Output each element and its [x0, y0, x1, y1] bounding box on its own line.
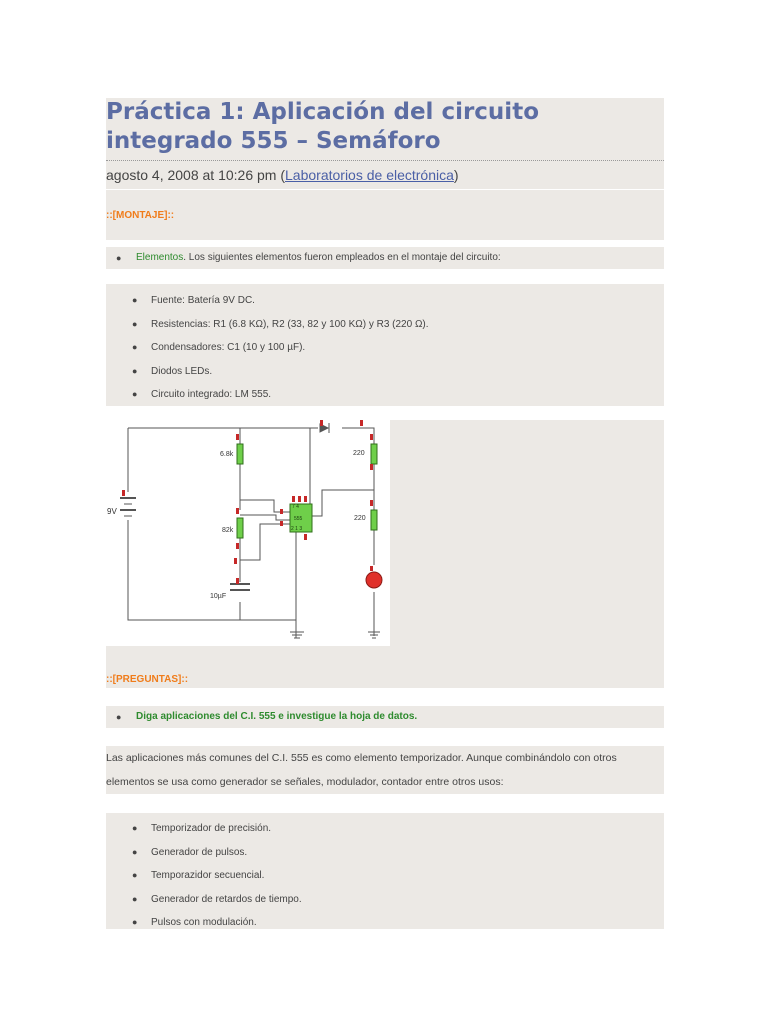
- list-item: ● Temporazidor secuencial.: [106, 864, 302, 888]
- question-item: [106, 706, 664, 728]
- bullet-icon: ●: [132, 342, 138, 352]
- bullet-icon: ●: [116, 712, 122, 722]
- bullet-icon: ●: [132, 365, 138, 376]
- list-item: ● Circuito integrado: LM 555.: [106, 383, 429, 407]
- components-list: [106, 289, 429, 407]
- uses-list: [106, 817, 302, 935]
- montaje-section-bg: [106, 190, 664, 240]
- list-item: ● Condensadores: C1 (10 y 100 µF).: [106, 336, 429, 360]
- circuit-diagram: [106, 420, 390, 646]
- resistor-r1: [237, 444, 243, 464]
- bullet-icon: ●: [116, 253, 122, 263]
- bullet-icon: ●: [132, 823, 138, 833]
- list-item: ● Temporizador de precisión.: [106, 817, 302, 841]
- c1-label: 10µF: [210, 593, 227, 600]
- led-icon: [366, 572, 382, 588]
- bullet-icon: ●: [132, 846, 138, 857]
- question-text: Diga aplicaciones del C.I. 555 e investigue la hoja de datos.: [136, 711, 418, 722]
- list-item: ● Fuente: Batería 9V DC.: [106, 289, 429, 313]
- bullet-icon: ●: [132, 389, 138, 399]
- ic-pins-bottom: 2 1 3: [291, 526, 303, 532]
- r3b-label: 220: [354, 515, 366, 522]
- post-date: agosto 4, 2008 at 10:26 pm (: [106, 167, 286, 183]
- ic-pins-top: 7 4: [292, 504, 299, 510]
- battery-label: 9V: [107, 507, 117, 516]
- resistor-r3b: [371, 510, 377, 530]
- list-item: ● Pulsos con modulación.: [106, 911, 302, 935]
- r3a-label: 220: [353, 450, 365, 457]
- list-item: ● Resistencias: R1 (6.8 KΩ), R2 (33, 82 y 100 KΩ) y R3 (220 Ω).: [106, 313, 429, 337]
- montaje-heading: ::[MONTAJE]::: [106, 210, 175, 221]
- page-title: Práctica 1: Aplicación del circuito integrado 555 – Semáforo: [106, 98, 664, 161]
- list-item: ● Generador de pulsos.: [106, 841, 302, 865]
- circuit-svg: [106, 420, 390, 646]
- list-item: ● Diodos LEDs.: [106, 360, 429, 384]
- components-list-bg: [106, 284, 664, 406]
- bullet-icon: ●: [132, 893, 138, 904]
- uses-list-bg: [106, 813, 664, 929]
- list-item: ● Generador de retardos de tiempo.: [106, 888, 302, 912]
- post-meta: [106, 161, 664, 189]
- elements-item: [106, 247, 664, 269]
- bullet-icon: ●: [132, 295, 138, 305]
- bullet-icon: ●: [132, 870, 138, 880]
- ic-label: 555: [294, 516, 303, 522]
- r1-label: 6.8k: [220, 451, 234, 458]
- meta-close: ): [453, 167, 459, 183]
- r2-label: 82k: [222, 527, 234, 534]
- category-link[interactable]: Laboratorios de electrónica: [285, 167, 454, 183]
- resistor-r2: [237, 518, 243, 538]
- answer-paragraph: Las aplicaciones más comunes del C.I. 555 es como elemento temporizador. Aunque combinándolo con otros elementos se usa como generador se señales, modulador, contador entre otros usos:: [106, 746, 664, 794]
- preguntas-heading: ::[PREGUNTAS]::: [106, 674, 189, 685]
- resistor-r3a: [371, 444, 377, 464]
- elements-label: Elementos: [136, 252, 184, 263]
- elements-text: . Los siguientes elementos fueron empleados en el montaje del circuito:: [183, 252, 501, 263]
- bullet-icon: ●: [132, 917, 138, 927]
- bullet-icon: ●: [132, 318, 138, 329]
